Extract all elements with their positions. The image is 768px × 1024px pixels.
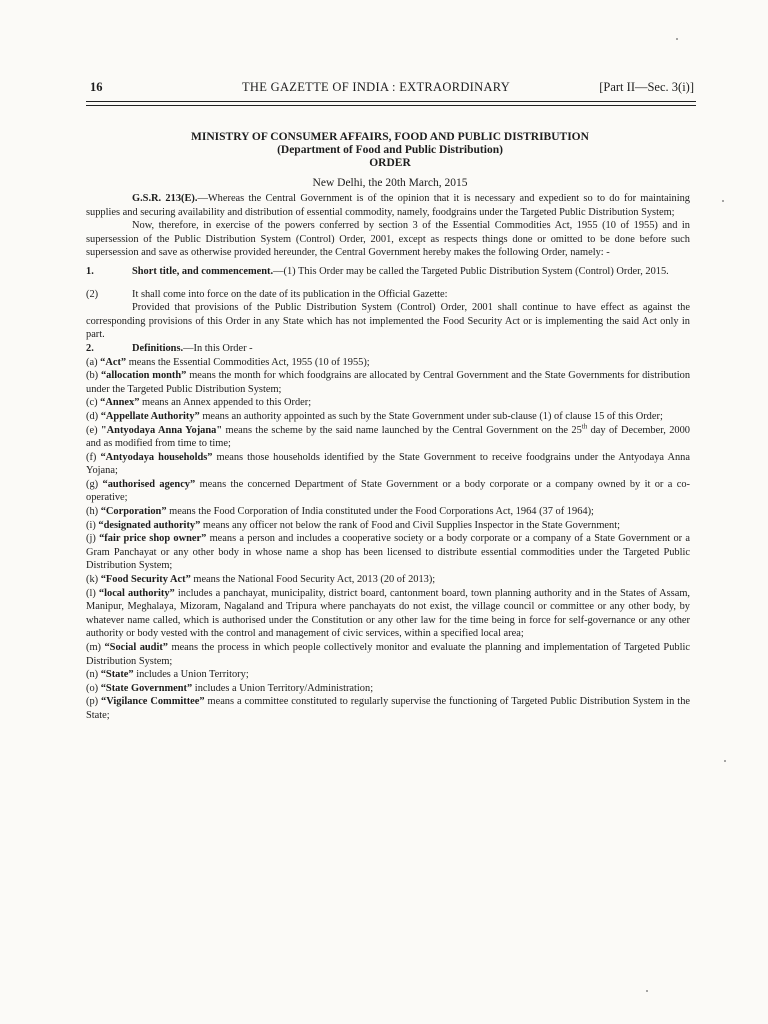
definition-item — [86, 668, 690, 682]
definition-term: "Antyodaya Anna Yojana" — [100, 424, 223, 436]
definition-label: (k) — [86, 574, 101, 586]
page-number: 16 — [90, 80, 103, 94]
definition-term: “Social audit” — [104, 642, 169, 653]
definition-term: “State Government” — [100, 682, 193, 694]
definition-label: (h) — [86, 506, 101, 518]
definition-text: means a person and includes a cooperative society or a body corporate or a company of a State Government or a Gram Panchayat or any other body in whose name a shop has been licensed to distribute essential commodities under the Targeted Public Distribution System; — [86, 533, 691, 572]
definition-item — [86, 682, 690, 696]
definition-term: “local authority” — [98, 587, 175, 599]
definition-term: “Vigilance Committee” — [101, 696, 205, 708]
definition-label: (j) — [86, 533, 100, 545]
clause-1-2-text: It shall come into force on the date of its publication in the Official Gazette: — [132, 288, 448, 300]
definition-label: (a) — [86, 356, 101, 368]
definition-label: (f) — [86, 451, 101, 463]
definition-label: (p) — [86, 696, 102, 708]
definition-text: means the process in which people collectively monitor and evaluate the planning and implementation of Targeted Public Distribution System; — [86, 642, 690, 667]
definition-text: means the Food Corporation of India constituted under the Food Corporations Act, 1964 (37 of 1964); — [166, 506, 594, 518]
definition-term: “State” — [100, 669, 134, 681]
definition-item — [86, 532, 690, 573]
clause-2-number: 2. — [86, 342, 94, 354]
clause-1-text: —(1) This Order may be called the Targeted Public Distribution System (Control) Order, 2015. — [273, 265, 669, 277]
clause-2-text: —In this Order - — [183, 342, 253, 354]
header-rule-thin — [86, 105, 696, 106]
order-body — [86, 192, 690, 723]
definition-term: “fair price shop owner” — [99, 533, 207, 545]
definition-text: day of December, 2000 and as modified from time to time; — [86, 424, 690, 450]
order-titles — [90, 131, 690, 170]
definition-text: includes a Union Territory/Administration; — [192, 682, 374, 694]
definition-term: “Food Security Act” — [100, 574, 191, 586]
ministry-name: MINISTRY OF CONSUMER AFFAIRS, FOOD AND PUBLIC DISTRIBUTION — [191, 131, 589, 143]
definition-label: (m) — [86, 642, 105, 653]
definition-item — [86, 573, 690, 587]
definition-term: “designated authority” — [98, 519, 201, 531]
definition-term: “Corporation” — [100, 506, 167, 518]
clause-1 — [86, 265, 690, 279]
definition-term: “allocation month” — [100, 370, 187, 382]
definition-label: (c) — [86, 397, 101, 409]
definition-text: means an Annex appended to this Order; — [139, 397, 312, 409]
definition-item — [86, 587, 690, 641]
definition-label: (b) — [86, 370, 101, 382]
dateline: New Delhi, the 20th March, 2015 — [312, 177, 468, 189]
clause-1-number: 1. — [86, 265, 94, 277]
definition-label: (n) — [86, 669, 101, 681]
definition-text: means the concerned Department of State Government or a body corporate or a company owned by it or a co-operative; — [86, 478, 691, 504]
definition-term: “Antyodaya households” — [100, 451, 213, 463]
page-header — [90, 80, 694, 100]
definition-text: means the Essential Commodities Act, 1955 (10 of 1955); — [126, 356, 370, 368]
definition-text: means those households identified by the State Government to receive foodgrains under the Antyodaya Anna Yojana; — [86, 451, 690, 477]
definition-item — [86, 424, 690, 451]
header-rule-thick — [86, 101, 696, 102]
scan-speck — [722, 200, 724, 202]
now-therefore-paragraph: Now, therefore, in exercise of the powers conferred by section 3 of the Essential Commodities Act, 1955 (10 of 1955) and in supersession of the Public Distribution System (Control) Order, 2001, except as respects things done or omitted to be done before such supersession and save as otherwise provided hereunder, the Central Government hereby makes the following Order, namely: - — [86, 220, 690, 259]
definition-text: means an authority appointed as such by the State Government under sub-clause (1) of clause 15 of this Order; — [199, 410, 663, 422]
definition-term: “Appellate Authority” — [100, 410, 200, 422]
definition-item — [86, 396, 690, 410]
definition-label: (l) — [86, 587, 99, 599]
definition-label: (d) — [86, 410, 101, 422]
clause-1-2 — [86, 288, 690, 302]
definition-item — [86, 519, 690, 533]
definition-item — [86, 369, 690, 396]
definition-text: includes a panchayat, municipality, district board, cantonment board, town planning authority and in the States of Assam, Manipur, Meghalaya, Mizoram, Nagaland and Tripura where panchayats do not exist, the village council or committee or any other body, by whatever name called, which is authorised under the Constitution or any other law for the time being in force for self-governance or any other authority or body vested with the control and management of civic services, within a specified local area; — [86, 587, 691, 640]
clause-2-heading: Definitions. — [132, 342, 184, 354]
definition-text: includes a Union Territory; — [133, 669, 249, 681]
definition-item — [86, 478, 690, 505]
definition-label: (e) — [86, 424, 101, 436]
preamble — [86, 192, 690, 219]
order-heading: ORDER — [369, 157, 411, 169]
clause-1-heading: Short title, and commencement. — [132, 265, 274, 277]
scan-speck — [676, 38, 678, 40]
definition-item — [86, 695, 690, 722]
clause-1-2-number: (2) — [86, 288, 99, 300]
gsr-reference: G.S.R. 213(E). — [132, 193, 198, 204]
definition-term: “Annex” — [100, 397, 140, 409]
definition-text: means the scheme by the said name launched by the Central Government on the 25 — [222, 424, 582, 436]
proviso: Provided that provisions of the Public Distribution System (Control) Order, 2001 shall continue to have effect as against the corresponding provisions of this Order in any State which has not implemented the Food Security Act or is implementing the said Act only in part. — [86, 302, 690, 341]
definition-item — [86, 505, 690, 519]
definition-term: “Act” — [100, 356, 127, 368]
definition-text: means the National Food Security Act, 2013 (20 of 2013); — [190, 574, 436, 586]
definition-label: (g) — [86, 478, 103, 490]
definition-item — [86, 410, 690, 424]
gazette-title: THE GAZETTE OF INDIA : EXTRAORDINARY — [242, 80, 511, 94]
definition-item — [86, 356, 690, 370]
definition-term: “authorised agency” — [102, 478, 196, 490]
clause-2 — [86, 342, 690, 356]
department-name: (Department of Food and Public Distribution) — [277, 144, 503, 156]
scan-speck — [724, 760, 726, 762]
definition-text: means any officer not below the rank of Food and Civil Supplies Inspector in the State Government; — [200, 519, 620, 531]
definition-label: (i) — [86, 519, 99, 531]
scan-speck — [646, 990, 648, 992]
definition-item — [86, 451, 690, 478]
definition-item — [86, 641, 690, 668]
definition-text: means a committee constituted to regularly supervise the functioning of Targeted Public Distribution System in the State; — [86, 696, 690, 721]
definitions-list — [86, 356, 690, 723]
part-section: [Part II—Sec. 3(i)] — [599, 80, 694, 94]
definition-label: (o) — [86, 682, 101, 694]
preamble-text: —Whereas the Central Government is of the opinion that it is necessary and expedient so to do for maintaining supplies and securing availability and distribution of essential commodity, namely, foodgrains under the Targeted Public Distribution System; — [86, 193, 691, 218]
definition-superscript: th — [581, 422, 588, 431]
definition-text: means the month for which foodgrains are allocated by Central Government and the State Governments for distribution under the Targeted Public Distribution System; — [86, 370, 691, 395]
